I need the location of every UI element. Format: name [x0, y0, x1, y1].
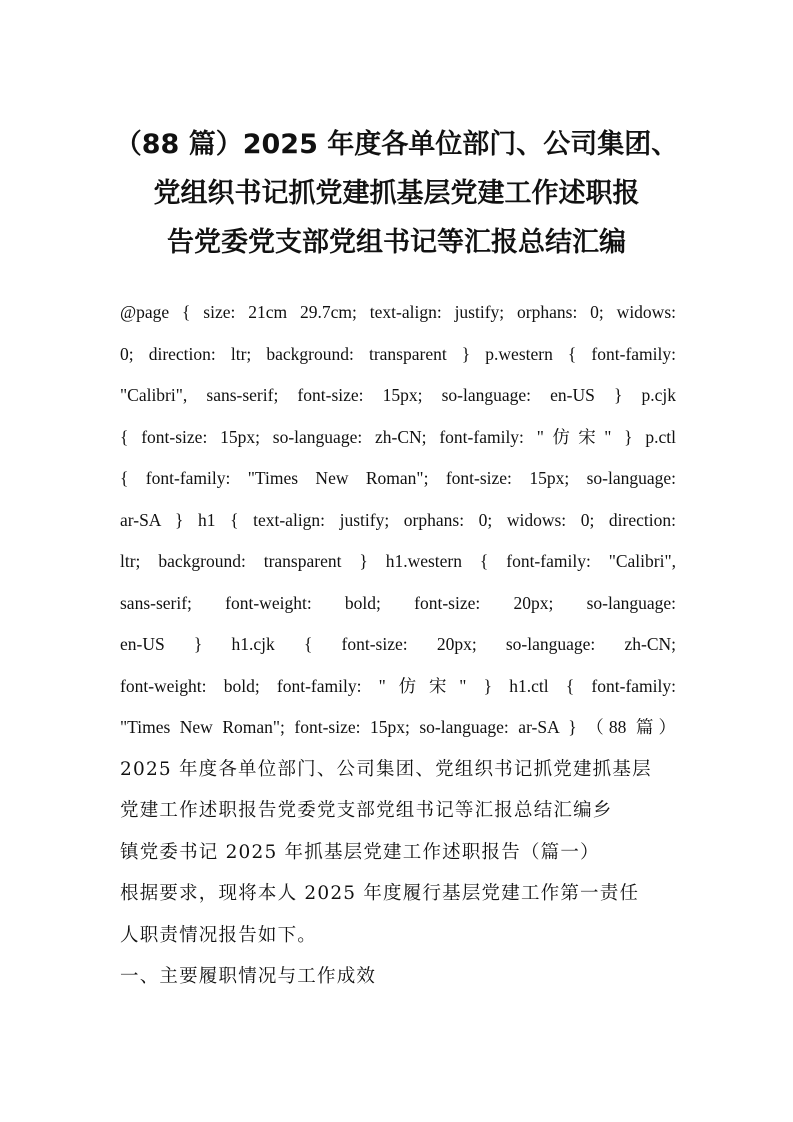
- body-line-16: 人职责情况报告如下。: [120, 924, 318, 946]
- body-line-9: en-US } h1.cjk { font-size: 20px; so-language: zh-CN;: [120, 634, 676, 654]
- body-line-6: ar-SA } h1 { text-align: justify; orphans: 0; widows: 0; direction:: [120, 509, 676, 530]
- section-heading: 一、主要履职情况与工作成效: [120, 966, 377, 987]
- body-line-4: { font-size: 15px; so-language: zh-CN; font-family: "仿宋" } p.ctl: [120, 426, 676, 447]
- body-line-8: sans-serif; font-weight: bold; font-size: 20px; so-language:: [120, 592, 676, 613]
- body-line-2: 0; direction: ltr; background: transparent } p.western { font-family:: [120, 343, 676, 364]
- body-line-10: font-weight: bold; font-family: "仿宋" } h1.ctl { font-family:: [120, 675, 676, 696]
- body-line-11: "Times New Roman"; font-size: 15px; so-language: ar-SA } （88 篇）: [120, 717, 676, 737]
- title-line-2: 党组织书记抓党建抓基层党建工作述职报: [153, 178, 640, 209]
- body-line-12: 2025 年度各单位部门、公司集团、党组织书记抓党建抓基层: [120, 758, 652, 780]
- body-line-1: @page { size: 21cm 29.7cm; text-align: justify; orphans: 0; widows:: [120, 302, 676, 322]
- document-body: [120, 292, 676, 998]
- title-line-3: 告党委党支部党组书记等汇报总结汇编: [167, 227, 626, 258]
- body-line-5: { font-family: "Times New Roman"; font-size: 15px; so-language:: [120, 468, 676, 488]
- body-line-15: 根据要求，现将本人 2025 年度履行基层党建工作第一责任: [120, 883, 640, 904]
- document-title: [110, 120, 683, 267]
- body-line-13: 党建工作述职报告党委党支部党组书记等汇报总结汇编乡: [120, 800, 613, 821]
- body-line-14: 镇党委书记 2025 年抓基层党建工作述职报告（篇一）: [120, 841, 600, 863]
- title-line-1: （88 篇）2025 年度各单位部门、公司集团、: [114, 129, 679, 160]
- body-line-3: "Calibri", sans-serif; font-size: 15px; so-language: en-US } p.cjk: [120, 385, 676, 405]
- body-line-7: ltr; background: transparent } h1.western { font-family: "Calibri",: [120, 551, 676, 571]
